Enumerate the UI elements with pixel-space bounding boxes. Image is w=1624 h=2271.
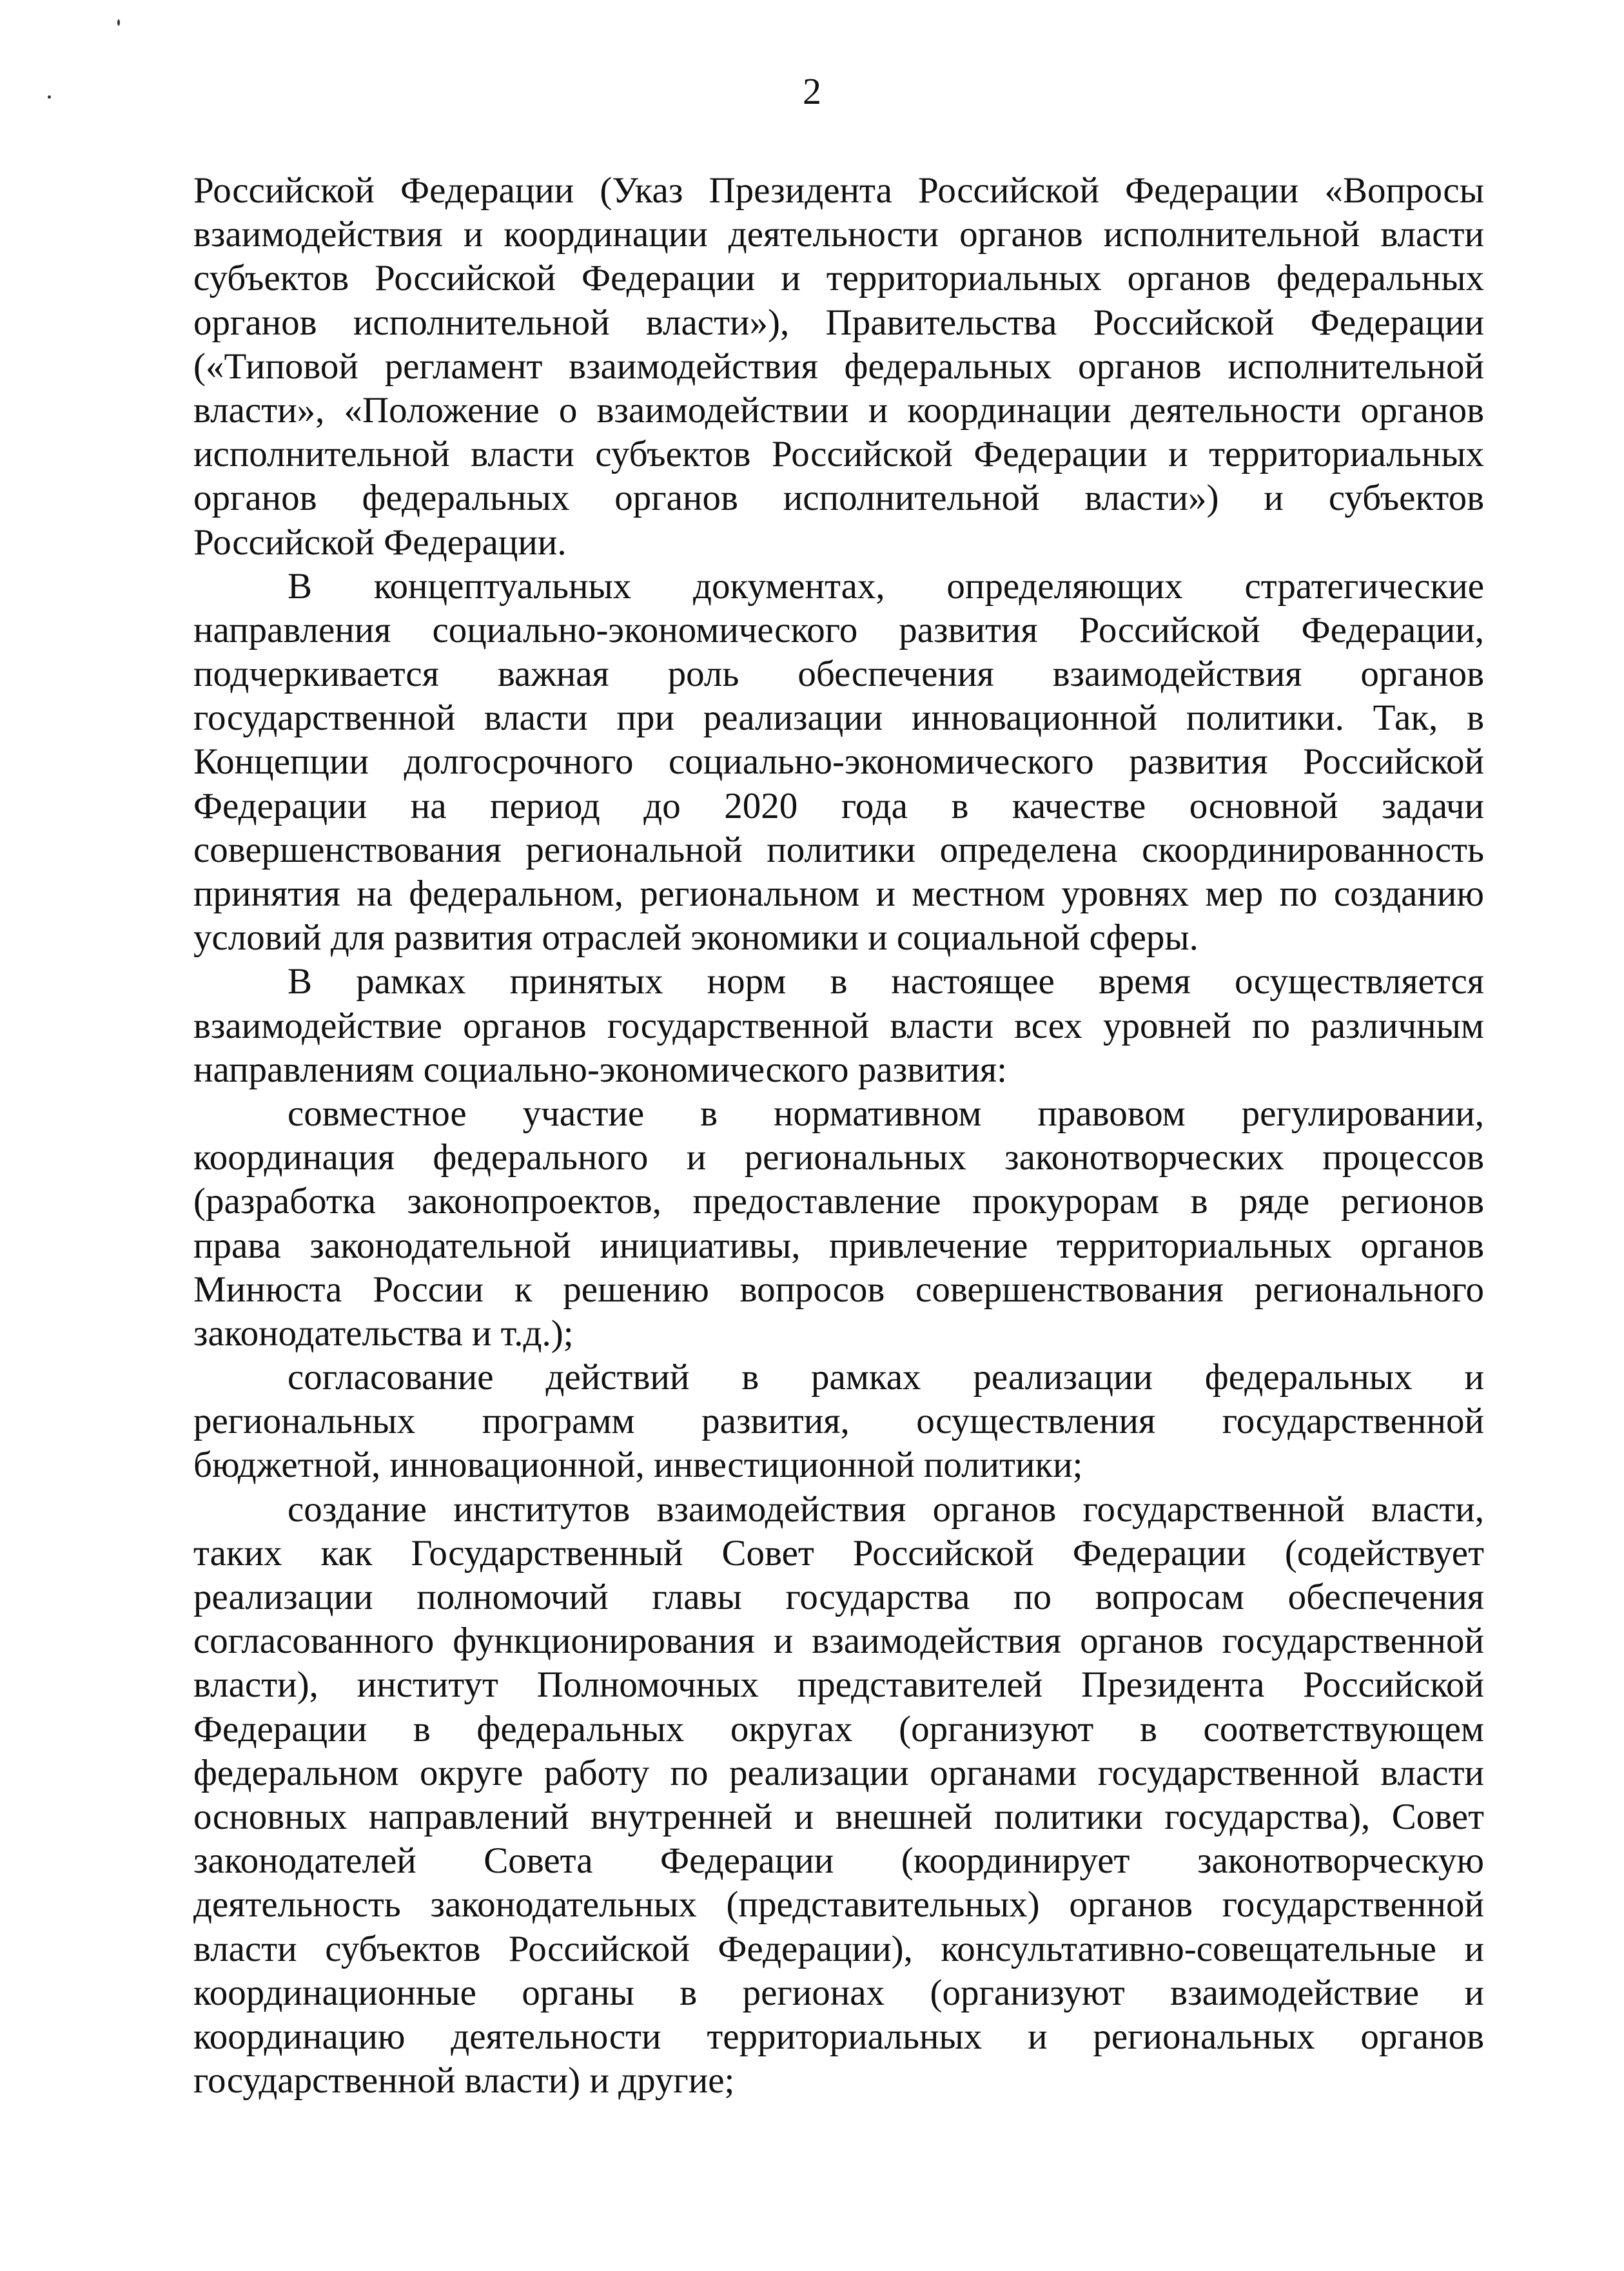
paragraph-line: взаимодействия и координации деятельности органов исполнительной власти [193,214,1484,255]
paragraph-line: условий для развития отраслей экономики и социальной сферы. [193,917,1198,959]
paragraph-line: (разработка законопроектов, предоставление прокурорам в ряде регионов [193,1181,1484,1222]
paragraph-line: Российской Федерации. [193,521,567,563]
paragraph-line: власти», «Положение о взаимодействии и координации деятельности органов [193,389,1484,431]
paragraph-line: реализации полномочий главы государства по вопросам обеспечения [193,1577,1484,1617]
paragraph-line: согласованного функционирования и взаимодействия органов государственной [193,1621,1484,1662]
page-number: 2 [803,70,821,112]
paragraph-line: В рамках принятых норм в настоящее время осуществляется [288,961,1484,1002]
paragraph-line: органов федеральных органов исполнительной власти») и субъектов [193,478,1484,519]
paragraph-line: координацию деятельности территориальных и региональных органов [193,2016,1484,2057]
paragraph-line: совместное участие в нормативном правовом регулировании, [288,1093,1484,1134]
paragraph-line: согласование действий в рамках реализации федеральных и [288,1357,1484,1398]
paragraph-line: принятия на федеральном, региональном и местном уровнях мер по созданию [193,873,1484,914]
paragraph-line: Федерации в федеральных округах (организуют в соответствующем [193,1708,1484,1750]
paragraph-line: взаимодействие органов государственной власти всех уровней по различным [193,1005,1484,1046]
paragraph-line: создание институтов взаимодействия органов государственной власти, [288,1488,1484,1530]
paragraph-line: субъектов Российской Федерации и территориальных органов федеральных [193,258,1484,299]
paragraph-line: власти субъектов Российской Федерации), консультативно-совещательные и [193,1928,1484,1969]
paragraph-line: Федерации на период до 2020 года в качестве основной задачи [193,785,1484,826]
paragraph-line: Концепции долгосрочного социально-экономического развития Российской [193,741,1484,783]
paragraph-line: Российской Федерации (Указ Президента Российской Федерации «Вопросы [193,170,1484,211]
paragraph-line: государственной власти при реализации инновационной политики. Так, в [193,697,1484,739]
paragraph-line: направления социально-экономического развития Российской Федерации, [193,609,1484,650]
paragraph-line: бюджетной, инновационной, инвестиционной политики; [193,1445,1083,1486]
paragraph-line: законодательства и т.д.); [193,1312,574,1354]
paragraph-line: региональных программ развития, осуществления государственной [193,1401,1484,1442]
paragraph-line: («Типовой регламент взаимодействия федеральных органов исполнительной [193,346,1484,387]
paragraph-line: законодателей Совета Федерации (координирует законотворческую [193,1840,1484,1882]
paragraph-line: деятельность законодательных (представительных) органов государственной [193,1884,1484,1925]
paragraph-line: совершенствования региональной политики определена скоординированность [193,829,1484,870]
paragraph-line: таких как Государственный Совет Российской Федерации (содействует [193,1532,1484,1574]
document-body [193,169,1484,2103]
paragraph-line: координационные органы в регионах (организуют взаимодействие и [193,1972,1484,2013]
paragraph-line: координация федерального и региональных законотворческих процессов [193,1137,1484,1178]
scan-speck [117,19,120,26]
paragraph-line: права законодательной инициативы, привлечение территориальных органов [193,1225,1484,1266]
paragraph-line: направлениям социально-экономического развития: [193,1049,1007,1090]
paragraph-line: В концептуальных документах, определяющих стратегические [288,565,1484,607]
paragraph-line: органов исполнительной власти»), Правительства Российской Федерации [193,302,1484,343]
paragraph-line: власти), институт Полномочных представителей Президента Российской [193,1664,1484,1706]
paragraph-line: подчеркивается важная роль обеспечения взаимодействия органов [193,654,1484,695]
paragraph-line: Минюста России к решению вопросов совершенствования регионального [193,1269,1484,1310]
paragraph-line: государственной власти) и другие; [193,2060,735,2101]
paragraph-line: исполнительной власти субъектов Российской Федерации и территориальных [193,434,1484,475]
paragraph-line: федеральном округе работу по реализации органами государственной власти [193,1752,1484,1793]
paragraph-line: основных направлений внутренней и внешней политики государства), Совет [193,1796,1484,1837]
